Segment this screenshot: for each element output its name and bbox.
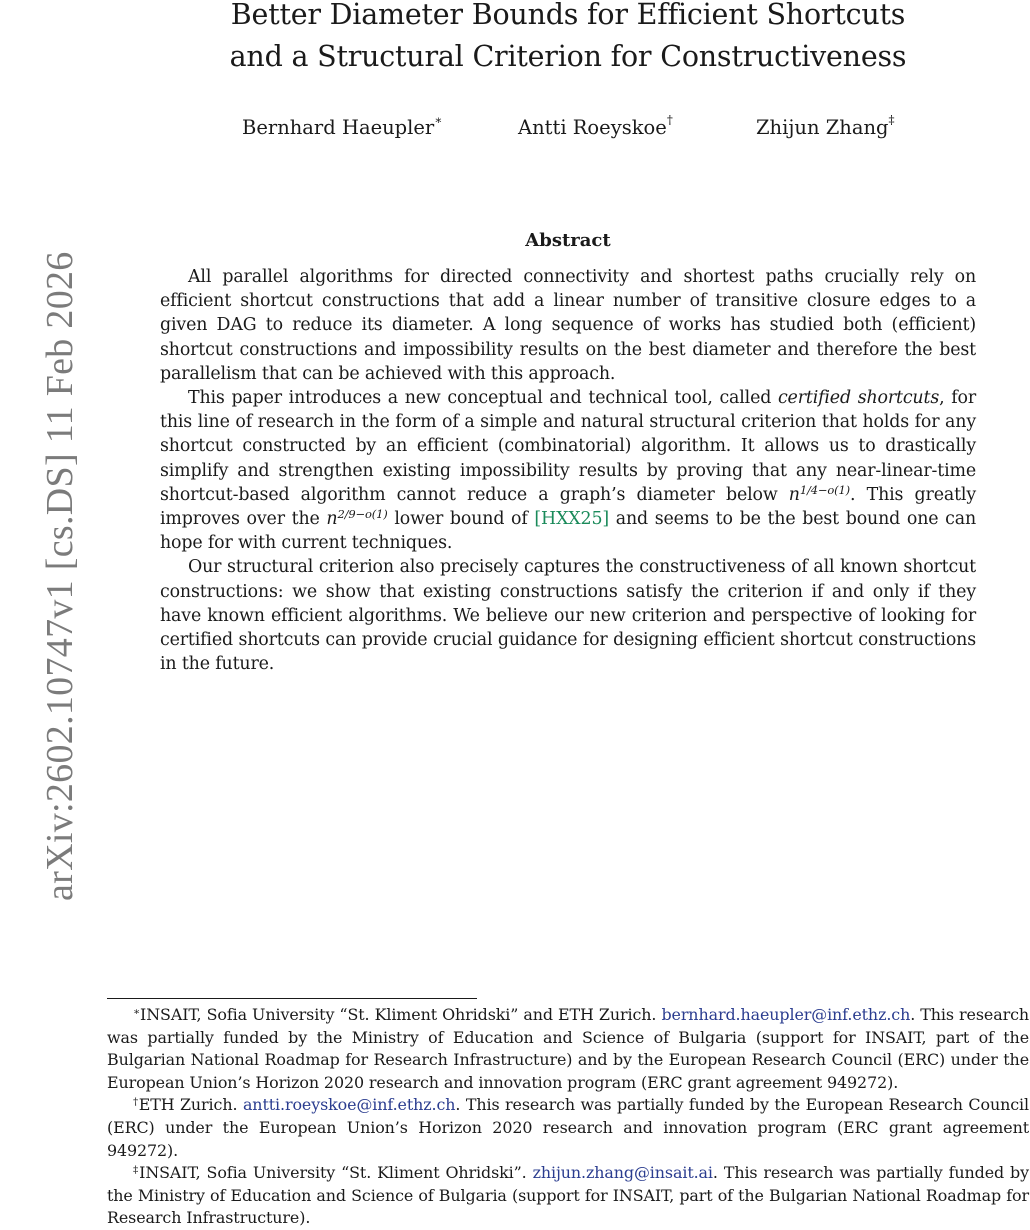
text-run: and seems to be the best bound one can hope for with current techniques. — [160, 509, 976, 554]
footnote-2 — [107, 1094, 1029, 1162]
author-list — [0, 113, 1030, 146]
title-line-2: and a Structural Criterion for Constructiveness — [229, 40, 907, 73]
text-run: . This greatly improves over the — [160, 484, 976, 530]
emphasis-certified-shortcuts: certified shortcuts — [777, 388, 940, 409]
footnotes — [107, 1004, 1029, 1230]
footnote-mark[interactable]: ‡ — [888, 113, 895, 127]
citation-link-hxx25[interactable]: [HXX25] — [534, 509, 609, 530]
text-run: This paper introduces a new conceptual and technical tool, called — [188, 388, 778, 409]
author-name: Bernhard Haeupler — [242, 116, 435, 139]
author-name: Zhijun Zhang — [756, 116, 889, 139]
arxiv-identifier-stamp: arXiv:2602.10747v1 [cs.DS] 11 Feb 2026 — [39, 251, 81, 901]
footnote-mark: † — [133, 1096, 139, 1109]
footnote-mark: ∗ — [133, 1006, 141, 1018]
paper-title — [0, 0, 1030, 78]
author-roeyskoe — [518, 113, 673, 139]
abstract-heading: Abstract — [525, 230, 611, 251]
math-bound-new — [788, 482, 851, 505]
footnote-text: ETH Zurich. — [138, 1095, 243, 1115]
author-zhang — [756, 113, 895, 139]
abstract-paragraph-1: All parallel algorithms for directed connectivity and shortest paths crucially rely on efficient shortcut constructions that add a linear number of transitive closure edges to a given DAG to reduce its diameter. A long sequence of works has studied both (efficient) shortcut constructions and impossibility results on the best diameter and therefore the best parallelism that can be achieved with this approach. — [160, 267, 976, 384]
title-line-1: Better Diameter Bounds for Efficient Shortcuts — [230, 0, 906, 31]
email-link-roeyskoe[interactable]: antti.roeyskoe@inf.ethz.ch — [242, 1095, 456, 1115]
footnote-text: . This research was partially funded by the European Research Council (ERC) under the European Union’s Horizon 2020 research and innovation program (ERC grant agreement 949272). — [107, 1095, 1029, 1160]
footnote-3 — [107, 1162, 1029, 1230]
author-haeupler — [242, 113, 443, 139]
author-name: Antti Roeyskoe — [518, 116, 667, 139]
text-run: , for this line of research in the form of a simple and natural structural criterion that holds for any shortcut constructed by an efficient (combinatorial) algorithm. It allows us to drastically simplify and strengthen existing impossibility results by proving that any near-linear-time shortcut-based algorithm cannot reduce a graph’s diameter below — [160, 388, 976, 505]
footnote-text: . This research was partially funded by the Ministry of Education and Science of Bulgaria (support for INSAIT, part of the Bulgarian National Roadmap for Research Infrastructure) and by the European Research Council (ERC) under the European Union’s Horizon 2020 research and innovation program (ERC grant agreement 949272). — [107, 1005, 1029, 1092]
text-run: lower bound of — [387, 509, 535, 530]
math-bound-previous — [326, 509, 387, 529]
math-base: n — [326, 509, 338, 530]
footnote-text: . This research was partially funded by the Ministry of Education and Science of Bulgaria (support for INSAIT, part of the Bulgarian National Roadmap for Research Infrastructure). — [107, 1163, 1029, 1228]
footnote-mark: ‡ — [133, 1164, 140, 1177]
footnote-divider — [107, 998, 477, 999]
abstract-paragraph-3: Our structural criterion also precisely captures the constructiveness of all known shortcut constructions: we show that existing constructions satisfy the criterion if and only if they have known efficient algorithms. We believe our new criterion and perspective of looking for certified shortcuts can provide crucial guidance for designing efficient shortcut constructions in the future. — [160, 557, 976, 675]
abstract-body — [160, 265, 976, 676]
email-link-haeupler[interactable]: bernhard.haeupler@inf.ethz.ch — [661, 1005, 911, 1024]
footnote-1 — [107, 1004, 1029, 1094]
math-base: n — [788, 484, 800, 505]
math-exponent: 1/4−o(1) — [799, 482, 851, 497]
email-link-zhang[interactable]: zhijun.zhang@insait.ai — [532, 1163, 713, 1183]
footnote-text: INSAIT, Sofia University “St. Kliment Ohridski”. — [139, 1163, 533, 1183]
abstract-paragraph-2 — [160, 386, 976, 555]
footnote-mark[interactable]: ∗ — [434, 113, 443, 127]
footnote-mark[interactable]: † — [666, 113, 673, 127]
footnote-text: INSAIT, Sofia University “St. Kliment Ohridski” and ETH Zurich. — [140, 1005, 662, 1024]
math-exponent: 2/9−o(1) — [337, 507, 388, 522]
